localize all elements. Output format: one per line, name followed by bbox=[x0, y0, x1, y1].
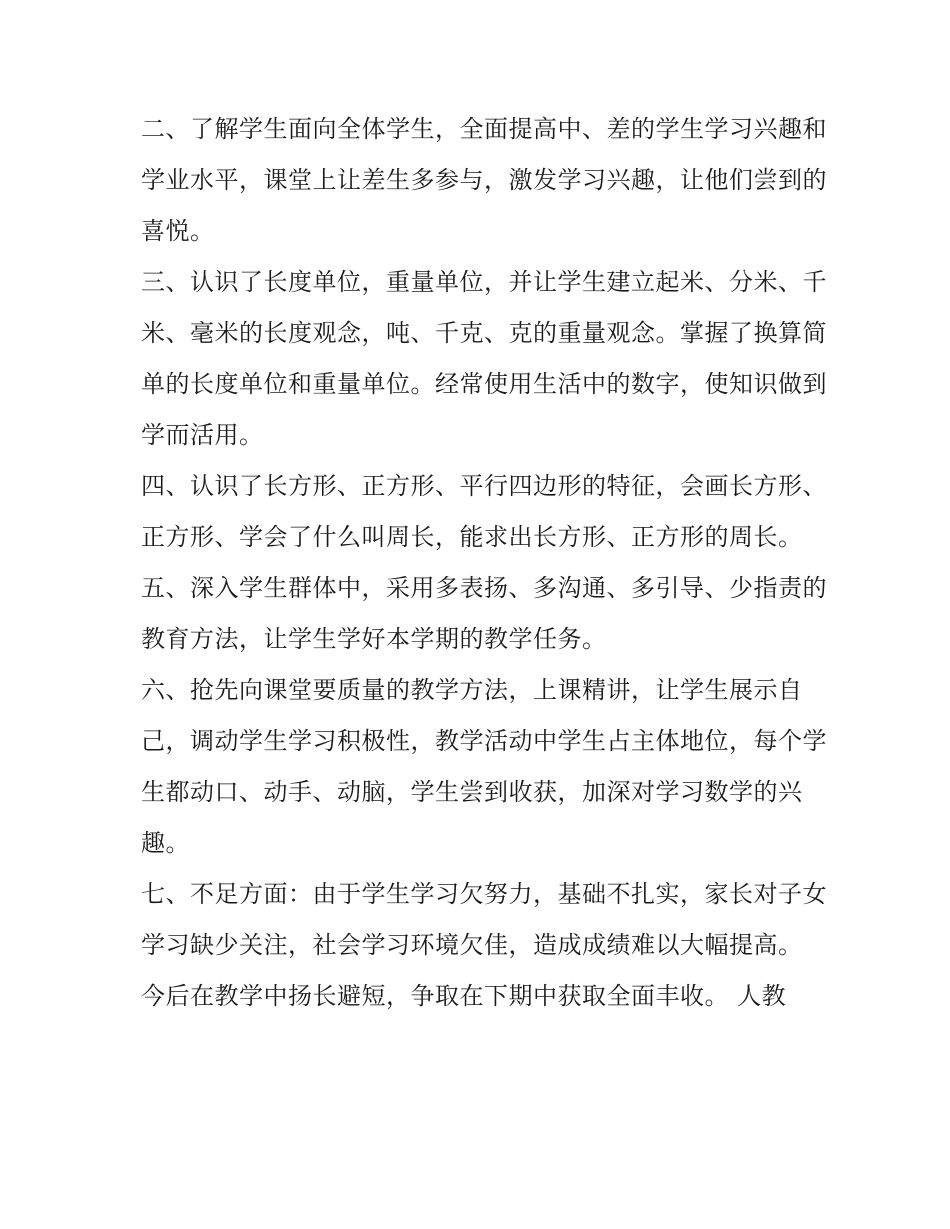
paragraph-closing: 今后在教学中扬长避短，争取在下期中获取全面丰收。 人教 bbox=[141, 982, 787, 1010]
paragraph-5-education-methods: 五、深入学生群体中，采用多表扬、多沟通、多引导、少指责的教育方法，让学生学好本学期的教学任务。 bbox=[141, 574, 827, 653]
paragraph-2-student-interest: 二、了解学生面向全体学生，全面提高中、差的学生学习兴趣和学业水平，课堂上让差生多参与，激发学习兴趣，让他们尝到的喜悦。 bbox=[141, 115, 827, 245]
document-body bbox=[141, 104, 831, 1022]
paragraph-6-classroom-quality: 六、抢先向课堂要质量的教学方法，上课精讲，让学生展示自己，调动学生学习积极性，教学活动中学生占主体地位，每个学生都动口、动手、动脑，学生尝到收获，加深对学习数学的兴趣。 bbox=[141, 676, 827, 857]
paragraph-3-units: 三、认识了长度单位，重量单位，并让学生建立起米、分米、千米、毫米的长度观念，吨、千克、克的重量观念。掌握了换算简单的长度单位和重量单位。经常使用生活中的数字，使知识做到学而活用。 bbox=[141, 268, 827, 449]
paragraph-4-shapes: 四、认识了长方形、正方形、平行四边形的特征，会画长方形、正方形、学会了什么叫周长，能求出长方形、正方形的周长。 bbox=[141, 472, 827, 551]
paragraph-7-shortcomings: 七、不足方面：由于学生学习欠努力，基础不扎实，家长对子女学习缺少关注，社会学习环境欠佳，造成成绩难以大幅提高。 bbox=[141, 880, 827, 959]
